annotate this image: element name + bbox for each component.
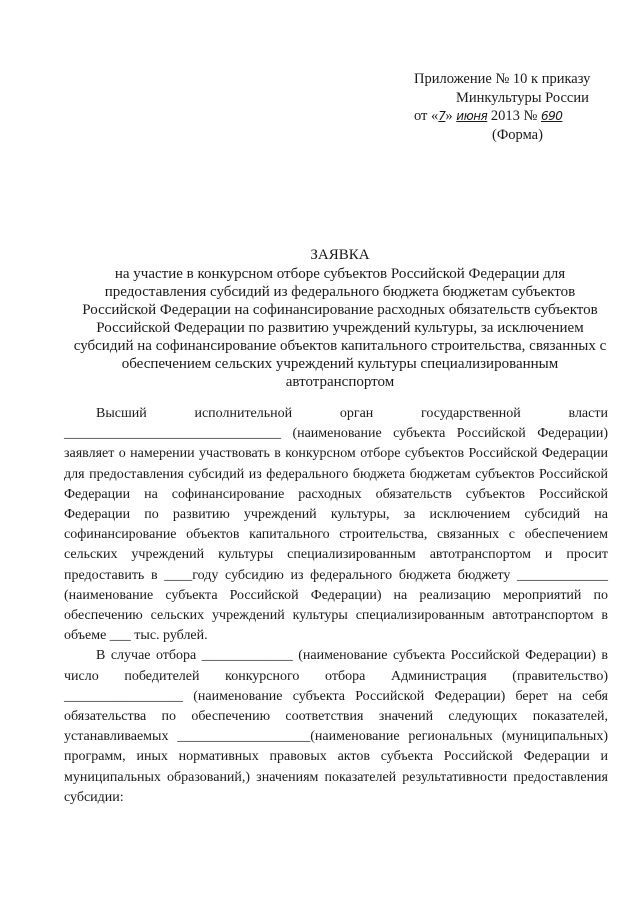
title-line: Российской Федерации по развитию учреждений культуры, за исключением [96, 320, 584, 336]
word: Высший [96, 406, 147, 421]
paragraph-first-line [64, 404, 608, 424]
handwritten-day: 7 [438, 109, 446, 123]
title-line: автотранспортом [285, 374, 395, 390]
word: исполнительной [194, 406, 293, 421]
order-year: 2013 № [490, 108, 538, 124]
appendix-header [400, 70, 610, 144]
date-mid: » [445, 108, 453, 124]
title-line: субсидий на софинансирование объектов капитального строительства, связанных с [73, 338, 607, 354]
form-label: (Форма) [492, 126, 543, 143]
word: власти [568, 406, 608, 421]
date-prefix: от « [414, 108, 439, 124]
paragraph-application-text: _______________________________ (наименование субъекта Российской Федерации) заявляет о намерении участвовать в конкурсном отборе субъектов Российской Федерации для предоставления субсидий из федерального бюджета бюджетам субъектов Российской Федерации на софинансирование расходных обязательств субъектов Российской Федерации по развитию учреждений культуры, за исключением субсидий на софинансирование объектов капитального строительства, связанных с обеспечением сельских учреждений культуры специализированным автотранспортом и просит предоставить в ____году субсидию из федерального бюджета бюджету _____________ (наименование субъекта Российской Федерации) на реализацию мероприятий по обеспечению сельских учреждений культуры специализированным автотранспортом в объеме ___ тыс. рублей. [64, 426, 608, 644]
handwritten-month: июня [456, 109, 488, 123]
title-line: обеспечением сельских учреждений культуры специализированным [121, 356, 559, 372]
ministry-line: Минкультуры России [456, 89, 589, 106]
order-date-line [400, 107, 610, 126]
title-line: на участие в конкурсном отборе субъектов Российской Федерации для [114, 266, 566, 282]
appendix-line: Приложение № 10 к приказу [414, 71, 591, 87]
handwritten-order-number: 690 [540, 109, 563, 123]
document-body [64, 404, 608, 808]
word: орган [339, 406, 374, 421]
title-line: предоставления субсидий из федерального бюджета бюджетам субъектов [104, 284, 576, 300]
document-title [60, 246, 620, 391]
title-line: Российской Федерации на софинансирование расходных обязательств субъектов [82, 302, 598, 318]
paragraph-obligations-text: В случае отбора _____________ (наименование субъекта Российской Федерации) в число победителей конкурсного отбора Администрация (правительство) _________________ (наименование субъекта Российской Федерации) берет на себя обязательства по обеспечению соответствия значений следующих показателей, устанавливаемых ___________________(наименование региональных (муниципальных) программ, иных нормативных правовых актов субъекта Российской Федерации и муниципальных образований,) значениям показателей результативности предоставления субсидии: [64, 648, 608, 805]
title-heading: ЗАЯВКА [310, 247, 370, 263]
word: государственной [421, 406, 521, 421]
